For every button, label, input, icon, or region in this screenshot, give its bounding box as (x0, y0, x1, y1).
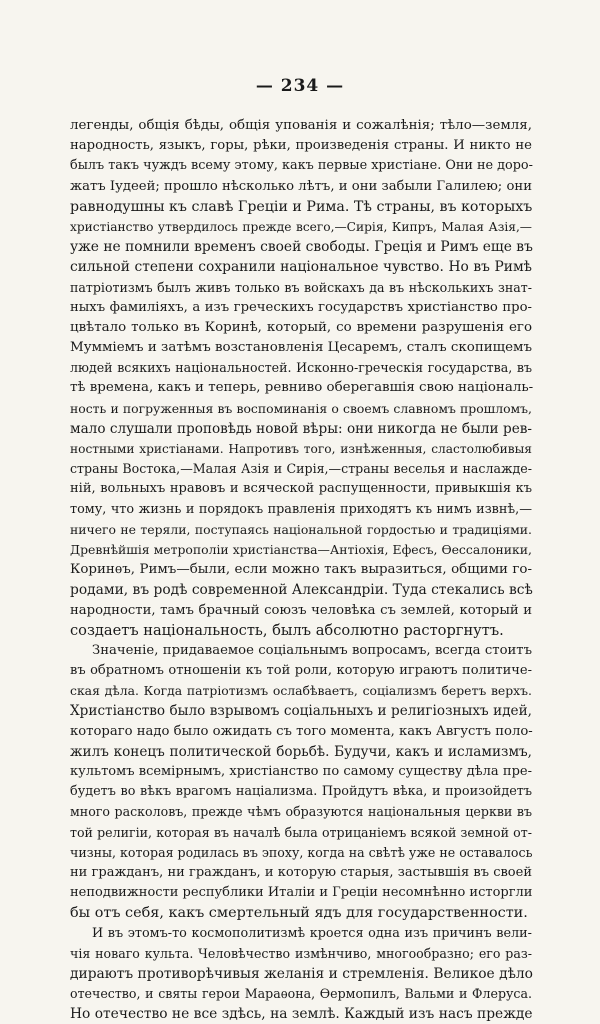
text-line: народности, тамъ брачный союзъ человѣка съ землей, который и (70, 602, 532, 618)
text-line: ская дѣла. Когда патріотизмъ ослабѣваетъ, соціализмъ беретъ верхъ. (70, 683, 532, 699)
text-line: ность и погруженныя въ воспоминанія о своемъ славномъ прошломъ, (70, 400, 532, 416)
text-line: легенды, общія бѣды, общія упованія и сожалѣнія; тѣло—земля, (70, 118, 532, 133)
text-line: отечество, и святы герои Мараѳона, Ѳермопилъ, Вальми и Флеруса. (70, 986, 532, 1002)
text-line: патріотизмъ былъ живъ только въ войскахъ да въ нѣсколькихъ знат- (70, 279, 532, 295)
text-line: котораго надо было ожидать съ того момента, какъ Августъ поло- (70, 723, 533, 739)
text-line: ничего не теряли, поступаясь національной гордостью и традиціями. (70, 521, 532, 537)
text-line: Коринѳъ, Римъ—были, если можно такъ выразиться, общими го- (70, 562, 532, 578)
text-line: Христіанство было взрывомъ соціальныхъ и религіозныхъ идей, (70, 703, 532, 720)
text-line: уже не помнили временъ своей свободы. Греція и Римъ еще въ (70, 239, 533, 256)
text-line: дираютъ противорѣчивыя желанія и стремленія. Великое дѣло (70, 965, 533, 982)
text-line: ній, вольныхъ нравовъ и всяческой распущенности, привыкшія къ (70, 481, 532, 497)
text-line: Значеніе, придаваемое соціальнымъ вопросамъ, всегда стоитъ (92, 642, 532, 658)
text-line: страны Востока,—Малая Азія и Сирія,—страны веселья и наслажде- (70, 461, 532, 477)
text-line: сильной степени сохранили національное чувство. Но въ Римѣ (70, 259, 532, 276)
text-line: цвѣтало только въ Коринѣ, который, со времени разрушенія его (70, 319, 532, 335)
text-line: въ обратномъ отношеніи къ той роли, которую играютъ политиче- (70, 663, 532, 679)
text-line: жатъ Іудеей; прошло нѣсколько лѣтъ, и они забыли Галилею; они (70, 178, 532, 194)
text-line: былъ такъ чуждъ всему этому, какъ первые христіане. Они не доро- (70, 158, 533, 174)
text-line: тѣ времена, какъ и теперь, ревниво оберегавшія свою національ- (70, 380, 534, 396)
text-line: чизны, которая родилась въ эпоху, когда на свѣтѣ уже не оставалось (70, 844, 533, 860)
text-line: той религіи, которая въ началѣ была отрицаніемъ всякой земной от- (70, 824, 532, 840)
text-line: будетъ во вѣкъ врагомъ націализма. Пройдутъ вѣка, и произойдетъ (70, 784, 532, 800)
text-line: ностными христіанами. Напротивъ того, изнѣженныя, сластолюбивыя (70, 442, 532, 456)
body-text (70, 116, 532, 1024)
text-line: народность, языкъ, горы, рѣки, произведенія страны. И никто не (70, 138, 532, 154)
text-line: тому, что жизнь и порядокъ правленія приходятъ къ нимъ извнѣ,— (70, 501, 532, 517)
text-line: создаетъ національность, былъ абсолютно расторгнутъ. (70, 621, 504, 639)
text-line: бы отъ себя, какъ смертельный ядъ для государственности. (70, 905, 528, 922)
text-line: равнодушны къ славѣ Греціи и Рима. Тѣ страны, въ которыхъ (70, 198, 533, 215)
text-line: родами, въ родѣ современной Александріи. Туда стекались всѣ (70, 582, 533, 599)
text-line: ныхъ фамиліяхъ, а изъ греческихъ государствъ христіанство про- (70, 299, 532, 315)
text-line: людей всякихъ національностей. Исконно-греческія государства, въ (70, 360, 532, 376)
text-line: Мумміемъ и затѣмъ возстановленія Цесаремъ, сталъ скопищемъ (70, 340, 532, 356)
text-line: Древнѣйшія метрополіи христіанства—Антіохія, Ефесъ, Ѳессалоники, (70, 541, 532, 557)
text-line: христіанство утвердилось прежде всего,—Сирія, Кипръ, Малая Азія,— (70, 219, 532, 234)
page-number: — 234 — (255, 76, 345, 96)
text-line: мало слушали проповѣдь новой вѣры: они никогда не были рев- (70, 420, 532, 437)
text-line: чія новаго культа. Человѣчество измѣнчиво, многообразно; его раз- (70, 945, 532, 961)
text-line: И въ этомъ-то космополитизмѣ кроется одна изъ причинъ вели- (92, 925, 532, 941)
text-line: много расколовъ, прежде чѣмъ образуются національныя церкви въ (70, 804, 532, 820)
text-line: Но отечество не все здѣсь, на землѣ. Каждый изъ насъ прежде (70, 1006, 533, 1023)
text-line: неподвижности республики Италіи и Греціи несомнѣнно исторгли (70, 885, 533, 901)
text-line: жилъ конецъ политической борьбѣ. Будучи, какъ и исламизмъ, (70, 743, 532, 760)
text-line: ни гражданъ, ни гражданъ, и которую старыя, застывшія въ своей (70, 864, 532, 880)
text-line: культомъ всемірнымъ, христіанство по самому существу дѣла пре- (70, 764, 532, 779)
